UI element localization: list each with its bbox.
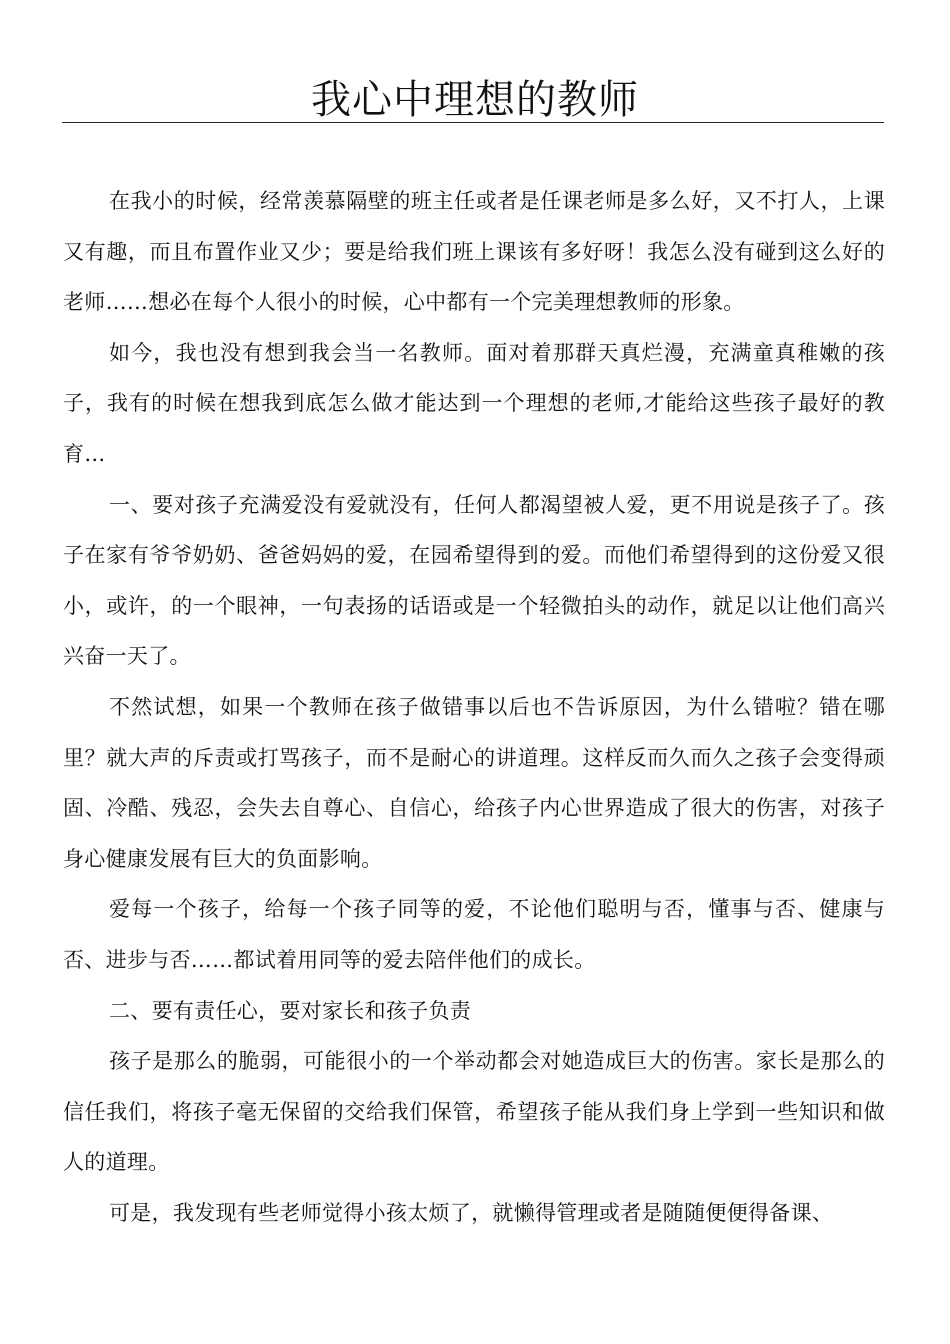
page-title: 我心中理想的教师	[311, 77, 639, 123]
paragraph-8: 可是，我发现有些老师觉得小孩太烦了，就懒得管理或者是随随便便得备课、	[109, 1200, 834, 1225]
paragraph-7: 孩子是那么的脆弱，可能很小的一个举动都会对她造成巨大的伤害。家长是那么的信任我们，将孩子毫无保留的交给我们保管，希望孩子能从我们身上学到一些知识和做人的道理。	[63, 1049, 885, 1175]
title-underline	[62, 122, 884, 123]
paragraph-2: 如今，我也没有想到我会当一名教师。面对着那群天真烂漫，充满童真稚嫩的孩子，我有的时候在想我到底怎么做才能达到一个理想的老师,才能给这些孩子最好的教育…	[63, 340, 885, 466]
paragraph-1: 在我小的时候，经常羡慕隔壁的班主任或者是任课老师是多么好，又不打人，上课又有趣，而且布置作业又少；要是给我们班上课该有多好呀！我怎么没有碰到这么好的老师……想必在每个人很小的时候，心中都有一个完美理想教师的形象。	[63, 189, 885, 315]
document-body	[63, 176, 885, 1238]
paragraph-3: 一、要对孩子充满爱没有爱就没有，任何人都渴望被人爱，更不用说是孩子了。孩子在家有爷爷奶奶、爸爸妈妈的爱，在园希望得到的爱。而他们希望得到的这份爱又很小，或许，的一个眼神，一句表扬的话语或是一个轻微拍头的动作，就足以让他们高兴兴奋一天了。	[63, 492, 885, 669]
paragraph-5: 爱每一个孩子，给每一个孩子同等的爱，不论他们聪明与否，懂事与否、健康与否、进步与否……都试着用同等的爱去陪伴他们的成长。	[63, 897, 885, 972]
paragraph-4: 不然试想，如果一个教师在孩子做错事以后也不告诉原因，为什么错啦？错在哪里？就大声的斥责或打骂孩子，而不是耐心的讲道理。这样反而久而久之孩子会变得顽固、冷酷、残忍，会失去自尊心、自信心，给孩子内心世界造成了很大的伤害，对孩子身心健康发展有巨大的负面影响。	[63, 694, 885, 871]
section-heading-2: 二、要有责任心，要对家长和孩子负责	[109, 998, 472, 1023]
